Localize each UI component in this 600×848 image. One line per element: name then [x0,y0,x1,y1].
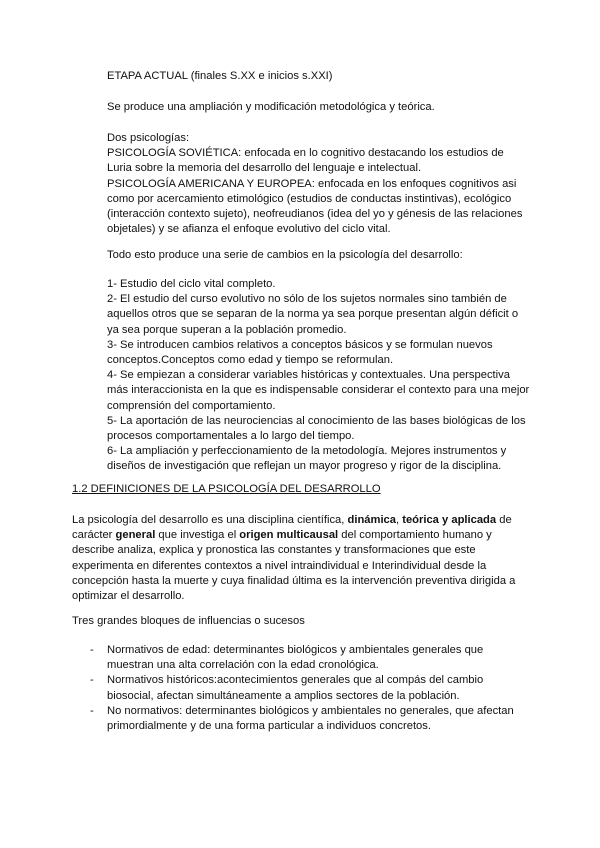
etapa-title: ETAPA ACTUAL (finales S.XX e inicios s.XXI) [107,70,333,82]
list-item: - Normativos históricos:acontecimientos generales que al compás del cambio biosocial, afectan simultáneamente a amplios sectores de la población. [90,674,484,702]
text-line: 6- La ampliación y perfeccionamiento de la metodología. Mejores instrumentos y [107,445,507,458]
text-line: objetales) y se afianza el enfoque evolutivo del ciclo vital. [107,223,391,236]
text-line: La psicología del desarrollo es una disciplina científica, dinámica, teórica y aplicada de [72,514,512,526]
text-line: 5- La aportación de las neurociencias al conocimiento de las bases biológicas de los [107,414,526,427]
list-item: - No normativos: determinantes biológicos y ambientales no generales, que afectan primordialmente y de una forma particular a individuos concretos. [90,704,514,733]
text-line: procesos comportamentales a lo largo del tiempo. [107,430,355,443]
section-heading: 1.2 DEFINICIONES DE LA PSICOLOGÍA DEL DESARROLLO [72,483,381,495]
text-line: PSICOLOGÍA AMERICANA Y EUROPEA: enfocada en los enfoques cognitivos asi [107,177,517,190]
bullet-dash: - [90,644,94,656]
text-line: ya sea porque superan a la población promedio. [107,323,347,336]
psicologias-paragraph [107,131,527,237]
text-line: conceptos.Conceptos como edad y tiempo se reformulan. [107,354,394,367]
text-line: como por acercamiento etimológico (estudios de conductas instintivas), ecológico [107,192,512,205]
text-line: 4- Se empiezan a considerar variables históricas y contextuales. Una perspectiva [107,369,510,382]
text-line: Luria sobre la memoria del desarrollo del lenguaje e intelectual. [107,162,422,175]
bullet-dash: - [90,674,94,687]
text-line: 1- Estudio del ciclo vital completo. [107,278,276,290]
text-line: concepción hasta la muerte y cuya finalidad última es la intervención preventiva dirigida a [72,574,516,587]
text-line: diseños de investigación que reflejan un mayor progreso y rigor de la disciplina. [107,460,502,473]
cambios-intro: Todo esto produce una serie de cambios en la psicología del desarrollo: [107,249,463,261]
text-line: 3- Se introducen cambios relativos a conceptos básicos y se formulan nuevos [107,338,493,351]
text-line: PSICOLOGÍA SOVIÉTICA: enfocada en lo cognitivo destacando los estudios de [107,147,504,160]
text-line: comprensión del comportamiento. [107,399,276,412]
bullet-dash: - [90,704,94,717]
list-item: - Normativos de edad: determinantes biológicos y ambientales generales que muestran una alta correlación con la edad cronológica. [90,644,484,672]
text-line: más interaccionista en la que es indispensable considerar el contexto para una mejor [107,384,530,397]
text-line: experimenta en diferentes contextos a nivel intraindividual e Interindividual desde la [72,559,487,572]
text-line: (interacción contexto sujeto), neofreudianos (idea del yo y génesis de las relaciones [107,208,523,221]
text-line: aquellos otros que se separan de la norma ya sea porque presentan algún déficit o [107,308,519,321]
cambios-list [107,277,530,475]
influencias-list [72,643,532,734]
etapa-intro: Se produce una ampliación y modificación metodológica y teórica. [107,101,435,113]
text-line: optimizar el desarrollo. [72,590,185,603]
definicion-paragraph [72,513,532,604]
text-line: 2- El estudio del curso evolutivo no sólo de los sujetos normales sino también de [107,293,507,306]
text-line: describe analiza, explica y pronostica las constantes y transformaciones que este [72,544,476,557]
influencias-intro: Tres grandes bloques de influencias o sucesos [72,615,305,627]
text-line: Dos psicologías: [107,132,190,144]
text-line: carácter general que investiga el origen multicausal del comportamiento humano y [72,529,492,542]
